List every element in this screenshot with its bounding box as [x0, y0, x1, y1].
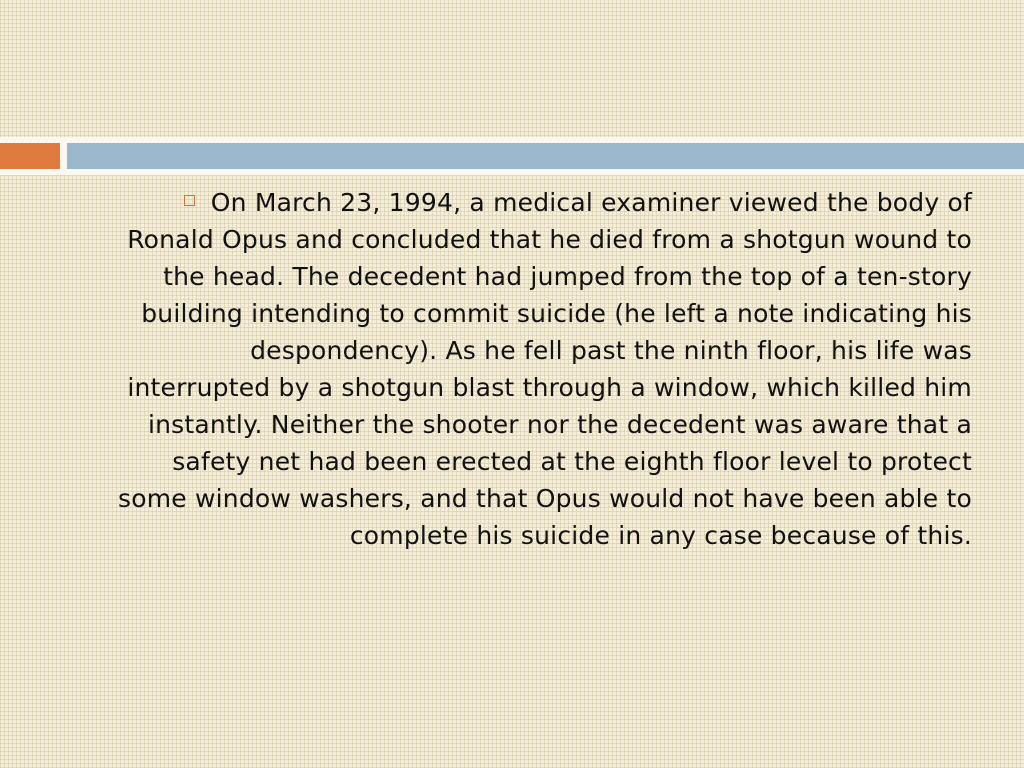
- bullet-item: [100, 184, 972, 554]
- hollow-square-bullet-icon: [184, 195, 195, 206]
- accent-bar-orange: [0, 143, 60, 169]
- accent-bar-blue: [67, 143, 1024, 169]
- slide-content: [100, 184, 972, 554]
- bullet-text: On March 23, 1994, a medical examiner viewed the body of Ronald Opus and concluded that he died from a shotgun wound to the head. The decedent had jumped from the top of a ten-story building intending to commit suicide (he left a note indicating his despondency). As he fell past the ninth floor, his life was interrupted by a shotgun blast through a window, which killed him instantly. Neither the shooter nor the decedent was aware that a safety net had been erected at the eighth floor level to protect some window washers, and that Opus would not have been able to complete his suicide in any case because of this.: [118, 188, 972, 550]
